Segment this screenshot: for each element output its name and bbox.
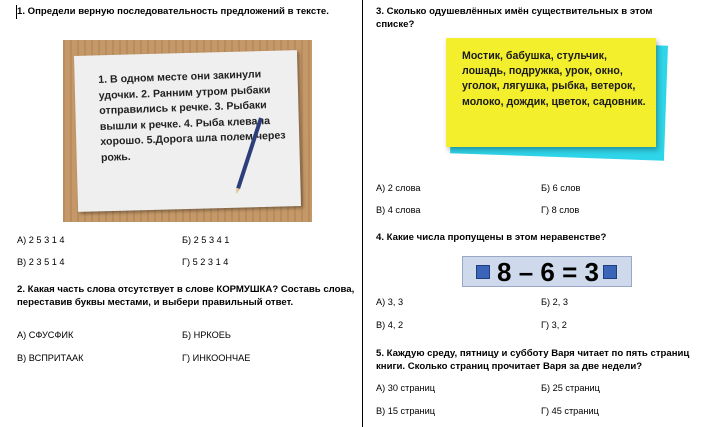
q4-option-a[interactable]: А) 3, 3 [376,297,404,307]
inequality-text: 8 – 6 = 3 [497,257,599,287]
q2-option-c[interactable]: В) ВСПРИТААК [17,353,84,363]
question-1: 1. Определи верную последовательность предложений в тексте. [17,6,329,17]
missing-number-left [476,265,490,279]
q4-option-b[interactable]: Б) 2, 3 [541,297,568,307]
q5-option-d[interactable]: Г) 45 страниц [541,406,599,416]
question-3-image-text: Мостик, бабушка, стульчик, лошадь, подружка, урок, окно, уголок, лягушка, рыбка, ветерок, молоко, дождик, цветок, садовник. [462,50,646,108]
q1-option-a[interactable]: А) 2 5 3 1 4 [17,235,65,245]
q3-option-a[interactable]: А) 2 слова [376,183,421,193]
column-divider [362,0,363,427]
q3-option-c[interactable]: В) 4 слова [376,205,421,215]
q3-option-b[interactable]: Б) 6 слов [541,183,581,193]
q4-option-c[interactable]: В) 4, 2 [376,320,404,330]
q1-option-d[interactable]: Г) 5 2 3 1 4 [182,257,229,267]
question-1-image-text: 1. В одном месте они закинули удочки. 2. Ранним утром рыбаки отправились к речке. 3. Рыбаки вышли к речке. 4. Рыба клевала хорошо. 5.Дорога шла полем через рожь. [98,68,286,164]
q2-option-b[interactable]: Б) НРКОЕЬ [182,330,231,340]
question-5: 5. Каждую среду, пятницу и субботу Варя читает по пять страниц книги. Сколько страниц прочитает Варя за две недели? [376,348,690,372]
question-4: 4. Какие числа пропущены в этом неравенстве? [376,232,607,243]
q3-option-d[interactable]: Г) 8 слов [541,205,580,215]
q2-option-d[interactable]: Г) ИНКООНЧАЕ [182,353,251,363]
q5-option-c[interactable]: В) 15 страниц [376,406,436,416]
inequality-box [462,256,632,287]
q2-option-a[interactable]: А) СФУСФИК [17,330,74,340]
q1-option-b[interactable]: Б) 2 5 3 4 1 [182,235,230,245]
q4-option-d[interactable]: Г) 3, 2 [541,320,567,330]
q1-option-c[interactable]: В) 2 3 5 1 4 [17,257,65,267]
question-3: 3. Сколько одушевлённых имён существительных в этом списке? [376,6,653,30]
missing-number-right [603,265,617,279]
q5-option-a[interactable]: А) 30 страниц [376,383,436,393]
q5-option-b[interactable]: Б) 25 страниц [541,383,600,393]
question-2: 2. Какая часть слова отсутствует в слове КОРМУШКА? Составь слова, переставив буквы местами, и выбери правильный ответ. [17,284,355,308]
